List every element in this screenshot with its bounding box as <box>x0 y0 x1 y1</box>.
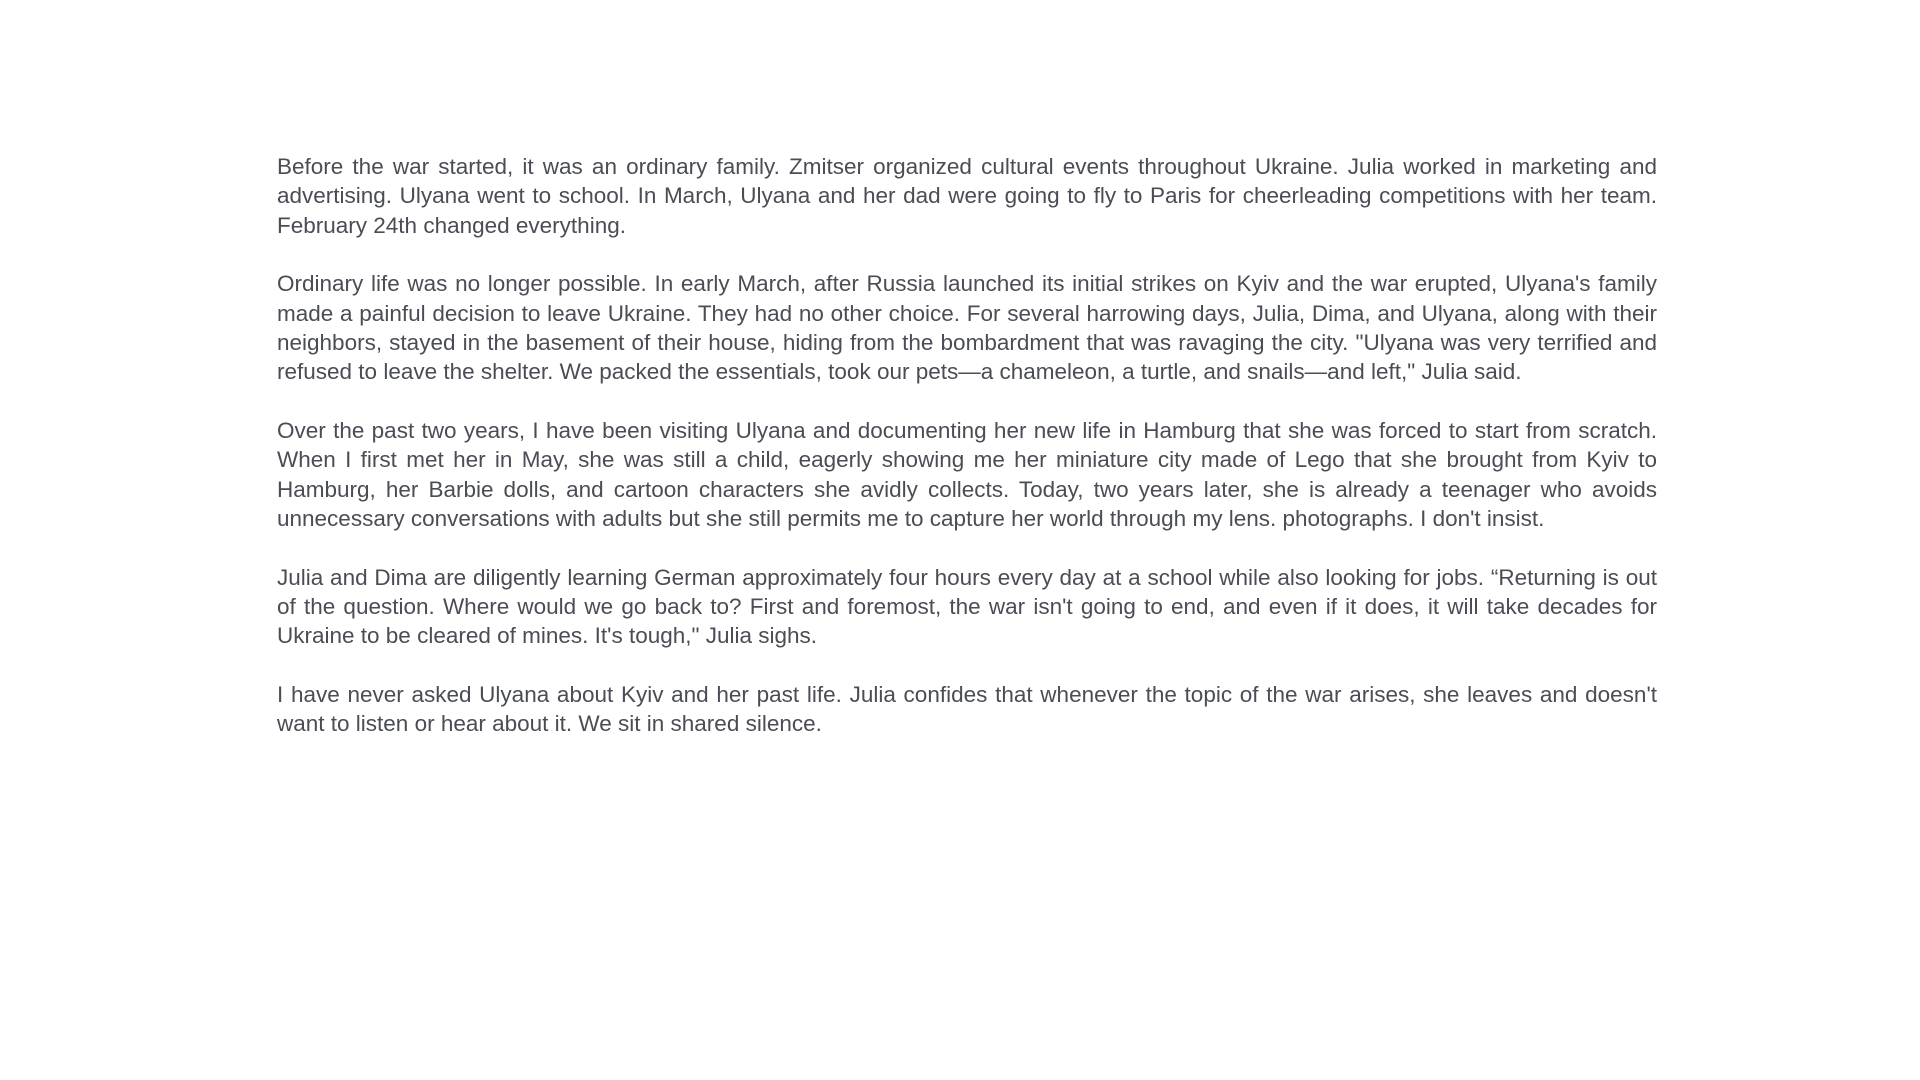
paragraph-3: Over the past two years, I have been visiting Ulyana and documenting her new life in Hamburg that she was forced to start from scratch. When I first met her in May, she was still a child, eagerly showing me her miniature city made of Lego that she brought from Kyiv to Hamburg, her Barbie dolls, and cartoon characters she avidly collects. Today, two years later, she is already a teenager who avoids unnecessary conversations with adults but she still permits me to capture her world through my lens. photographs. I don't insist. <box>277 418 1657 531</box>
paragraph-4: Julia and Dima are diligently learning German approximately four hours every day at a school while also looking for jobs. “Returning is out of the question. Where would we go back to? First and foremost, the war isn't going to end, and even if it does, it will take decades for Ukraine to be cleared of mines. It's tough," Julia sighs. <box>277 564 1657 649</box>
paragraph-5: I have never asked Ulyana about Kyiv and her past life. Julia confides that whenever the topic of the war arises, she leaves and doesn't want to listen or hear about it. We sit in shared silence. <box>277 682 1657 737</box>
paragraph-2: Ordinary life was no longer possible. In early March, after Russia launched its initial strikes on Kyiv and the war erupted, Ulyana's family made a painful decision to leave Ukraine. They had no other choice. For several harrowing days, Julia, Dima, and Ulyana, along with their neighbors, stayed in the basement of their house, hiding from the bombardment that was ravaging the city. "Ulyana was very terrified and refused to leave the shelter. We packed the essentials, took our pets—a chameleon, a turtle, and snails—and left," Julia said. <box>277 271 1657 385</box>
paragraph-1: Before the war started, it was an ordinary family. Zmitser organized cultural events throughout Ukraine. Julia worked in marketing and advertising. Ulyana went to school. In March, Ulyana and her dad were going to fly to Paris for cheerleading competitions with her team. February 24th changed everything. <box>277 154 1657 238</box>
article-body <box>277 152 1657 768</box>
